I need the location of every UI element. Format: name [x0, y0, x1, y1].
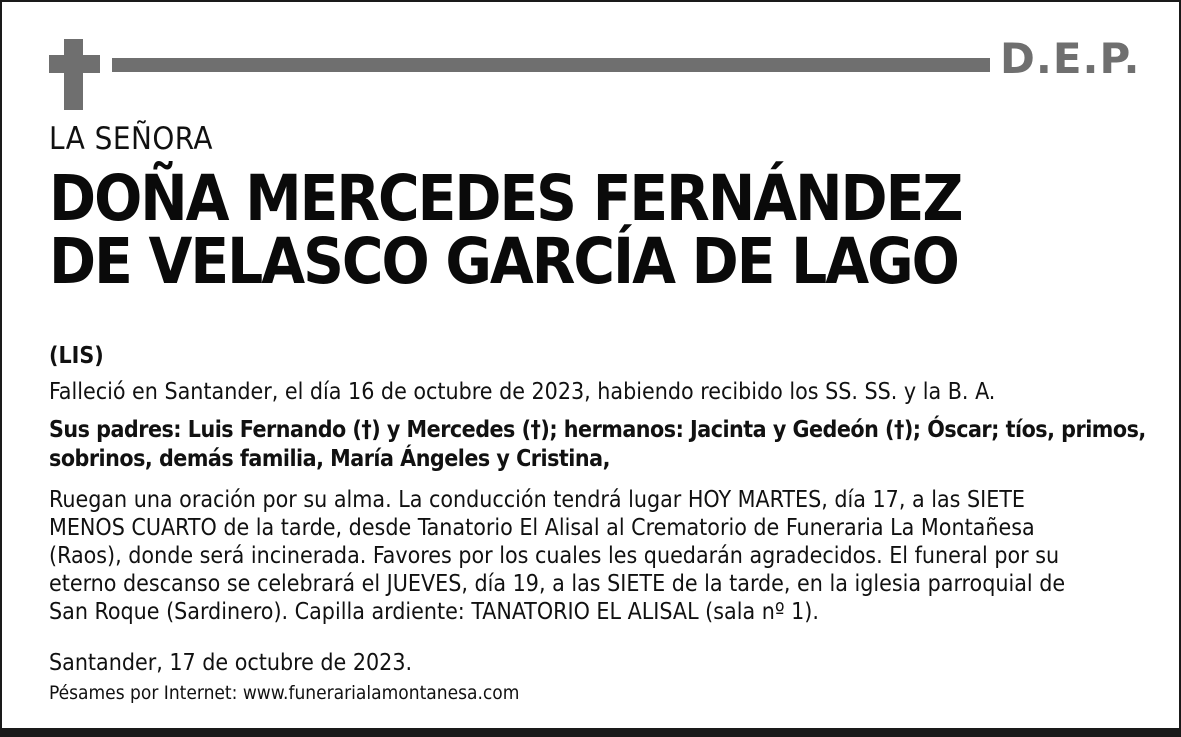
death-notice: Falleció en Santander, el día 16 de octubre de 2023, habiendo recibido los SS. SS. y la B. A.	[49, 379, 996, 405]
condolences-line: Pésames por Internet: www.funerarialamontanesa.com	[49, 682, 520, 704]
family-line: Sus padres: Luis Fernando (†) y Mercedes (†); hermanos: Jacinta y Gedeón (†); Óscar; tíos, primos,	[49, 417, 1146, 443]
family-list	[49, 416, 1146, 474]
dep-label: D.E.P.	[1000, 34, 1141, 83]
place-date: Santander, 17 de octubre de 2023.	[49, 650, 413, 676]
funeral-details	[49, 486, 1065, 626]
header-rule	[112, 58, 990, 72]
details-line: Ruegan una oración por su alma. La conducción tendrá lugar HOY MARTES, día 17, a las SIETE	[49, 487, 1026, 513]
cross-horizontal-bar	[49, 55, 100, 73]
name-line: DOÑA MERCEDES FERNÁNDEZ	[49, 162, 962, 235]
title-label: LA SEÑORA	[49, 121, 213, 157]
details-line: eterno descanso se celebrará el JUEVES, día 19, a las SIETE de la tarde, en la iglesia parroquial de	[49, 571, 1066, 597]
alias: (LIS)	[49, 343, 104, 369]
name-line: DE VELASCO GARCÍA DE LAGO	[49, 225, 958, 298]
details-line: San Roque (Sardinero). Capilla ardiente: TANATORIO EL ALISAL (sala nº 1).	[49, 599, 819, 625]
deceased-name	[49, 162, 962, 298]
details-line: (Raos), donde será incinerada. Favores por los cuales les quedarán agradecidos. El funeral por su	[49, 543, 1060, 569]
cross-vertical-bar	[64, 39, 83, 110]
family-line: sobrinos, demás familia, María Ángeles y Cristina,	[49, 446, 610, 472]
details-line: MENOS CUARTO de la tarde, desde Tanatorio El Alisal al Crematorio de Funeraria La Montañesa	[49, 515, 1035, 541]
